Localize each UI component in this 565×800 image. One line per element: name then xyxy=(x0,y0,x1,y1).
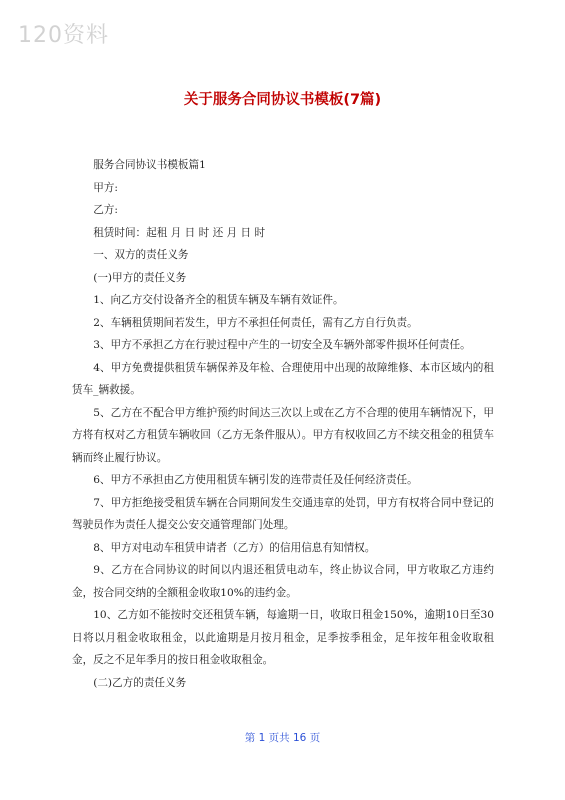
document-title: 关于服务合同协议书模板(7篇) xyxy=(183,92,382,108)
clause-9: 9、乙方在合同协议的时间以内退还租赁电动车，终止协议合同，甲方收取乙方违约金，按合同交纳的全额租金收取10%的违约金。 xyxy=(72,564,494,599)
section-heading: 服务合同协议书模板篇1 xyxy=(93,159,206,171)
clause-1: 1、向乙方交付设备齐全的租赁车辆及车辆有效证件。 xyxy=(93,294,344,306)
clause-8: 8、甲方对电动车租赁申请者（乙方）的信用信息有知情权。 xyxy=(93,541,376,554)
clause-7: 7、甲方拒绝接受租赁车辆在合同期间发生交通违章的处罚，甲方有权将合同中登记的驾驶员作为责任人提交公安交通管理部门处理。 xyxy=(72,496,494,531)
chapter-heading: 一、双方的责任义务 xyxy=(93,249,189,261)
party-b-line: 乙方: xyxy=(93,204,118,216)
document-body xyxy=(72,154,494,694)
party-a-line: 甲方: xyxy=(93,181,118,194)
clause-2: 2、车辆租赁期间若发生，甲方不承担任何责任，需有乙方自行负责。 xyxy=(93,316,418,329)
subsection-heading-2: (二)乙方的责任义务 xyxy=(93,676,187,689)
page-number: 第 1 页共 16 页 xyxy=(244,732,321,744)
clause-5: 5、乙方在不配合甲方维护预约时间达三次以上或在乙方不合理的使用车辆情况下，甲方将有权对乙方租赁车辆收回（乙方无条件服从）。甲方有权收回乙方不续交租金的租赁车辆而终止履行协议。 xyxy=(72,406,494,464)
clause-3: 3、甲方不承担乙方在行驶过程中产生的一切安全及车辆外部零件损坏任何责任。 xyxy=(93,339,471,351)
subsection-heading: (一)甲方的责任义务 xyxy=(93,271,187,284)
clause-10: 10、乙方如不能按时交还租赁车辆，每逾期一日，收取日租金150%，逾期10日至30日将以月租金收取租金，以此逾期是月按月租金，足季按季租金，足年按年租金收取租金，反之不足年季月的按日租金收取租金。 xyxy=(72,609,494,666)
rental-time-line: 租赁时间：起租 月 日 时 还 月 日 时 xyxy=(93,226,266,239)
watermark-logo: 120资料 xyxy=(18,23,109,48)
clause-6: 6、甲方不承担由乙方使用租赁车辆引发的连带责任及任何经济责任。 xyxy=(93,474,418,486)
clause-4: 4、甲方免费提供租赁车辆保养及年检、合理使用中出现的故障维修、本市区域内的租赁车_辆救援。 xyxy=(72,361,494,396)
